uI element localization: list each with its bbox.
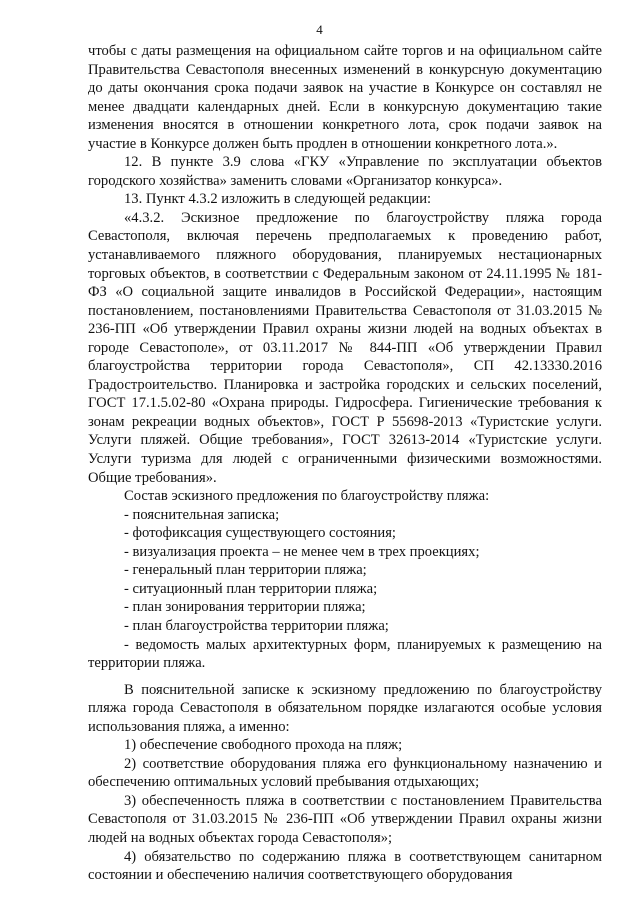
condition-item-3: 3) обеспеченность пляжа в соответствии с постановлением Правительства Севастополя от 31.03.2015 № 236-ПП «Об утверждении Правил охраны жизни людей на водных объектах города Севастополя»; xyxy=(88,792,602,846)
list-item-explanatory-note: - пояснительная записка; xyxy=(124,506,280,523)
document-body xyxy=(88,42,602,885)
list-item-zoning-plan: - план зонирования территории пляжа; xyxy=(124,599,366,616)
paragraph-sketch-composition: Состав эскизного предложения по благоустройству пляжа: xyxy=(124,488,490,505)
list-item-visualization: - визуализация проекта – не менее чем в трех проекциях; xyxy=(124,543,480,560)
paragraph-item-13: 13. Пункт 4.3.2 изложить в следующей редакции: xyxy=(124,191,432,208)
page-number: 4 xyxy=(316,22,323,37)
condition-item-1: 1) обеспечение свободного прохода на пляж; xyxy=(124,737,403,754)
list-item-improvement-plan: - план благоустройства территории пляжа; xyxy=(124,617,389,634)
list-item-general-plan: - генеральный план территории пляжа; xyxy=(124,562,367,579)
paragraph-item-12: 12. В пункте 3.9 слова «ГКУ «Управление по эксплуатации объектов городского хозяйства» заменить словами «Организатор конкурса». xyxy=(88,154,602,189)
paragraph-continuation: чтобы с даты размещения на официальном сайте торгов и на официальном сайте Правительства Севастополя внесенных изменений в конкурсную документацию до даты окончания срока подачи заявок на участие в Конкурсе он составлял не менее двадцати календарных дней. Если в конкурсную документацию такие изменения вносятся в отношении конкретного лота, срок подачи заявок на участие в Конкурсе должен быть продлен в отношении конкретного лота.». xyxy=(88,43,602,152)
list-item-forms-statement: - ведомость малых архитектурных форм, планируемых к размещению на территории пляжа. xyxy=(88,636,602,672)
condition-item-4: 4) обязательство по содержанию пляжа в соответствующем санитарном состоянии и обеспечению наличия соответствующего оборудования xyxy=(88,848,602,884)
list-item-situational-plan: - ситуационный план территории пляжа; xyxy=(124,580,378,597)
list-item-photo-fixation: - фотофиксация существующего состояния; xyxy=(124,525,396,542)
condition-item-2: 2) соответствие оборудования пляжа его функциональному назначению и обеспечению оптимальных условий пребывания отдыхающих; xyxy=(88,755,602,791)
paragraph-4-3-2: «4.3.2. Эскизное предложение по благоустройству пляжа города Севастополя, включая перечень предполагаемых к проведению работ, устанавливаемого пляжного оборудования, планируемых нестационарных торговых объектов, в соответствии с Федеральным законом от 24.11.1995 № 181-ФЗ «О социальной защите инвалидов в Российской Федерации», настоящим постановлением, постановлениями Правительства Севастополя от 31.03.2015 № 236-ПП «Об утверждении Правил охраны жизни людей на водных объектах в городе Севастополе», от 03.11.2017 № 844-ПП «Об утверждении Правил благоустройства территории города Севастополя», СП 42.13330.2016 Градостроительство. Планировка и застройка городских и сельских поселений, ГОСТ 17.1.5.02-80 «Охрана природы. Гидросфера. Гигиенические требования к зонам рекреации водных объектов», ГОСТ Р 55698-2013 «Туристские услуги. Услуги пляжей. Общие требования», ГОСТ 32613-2014 «Туристские услуги. Услуги туризма для людей с ограниченными физическими возможностями. Общие требования». xyxy=(88,209,602,486)
paragraph-explanatory-conditions: В пояснительной записке к эскизному предложению по благоустройству пляжа города Севастополя в обязательном порядке излагаются особые условия использования пляжа, а именно: xyxy=(88,681,602,735)
